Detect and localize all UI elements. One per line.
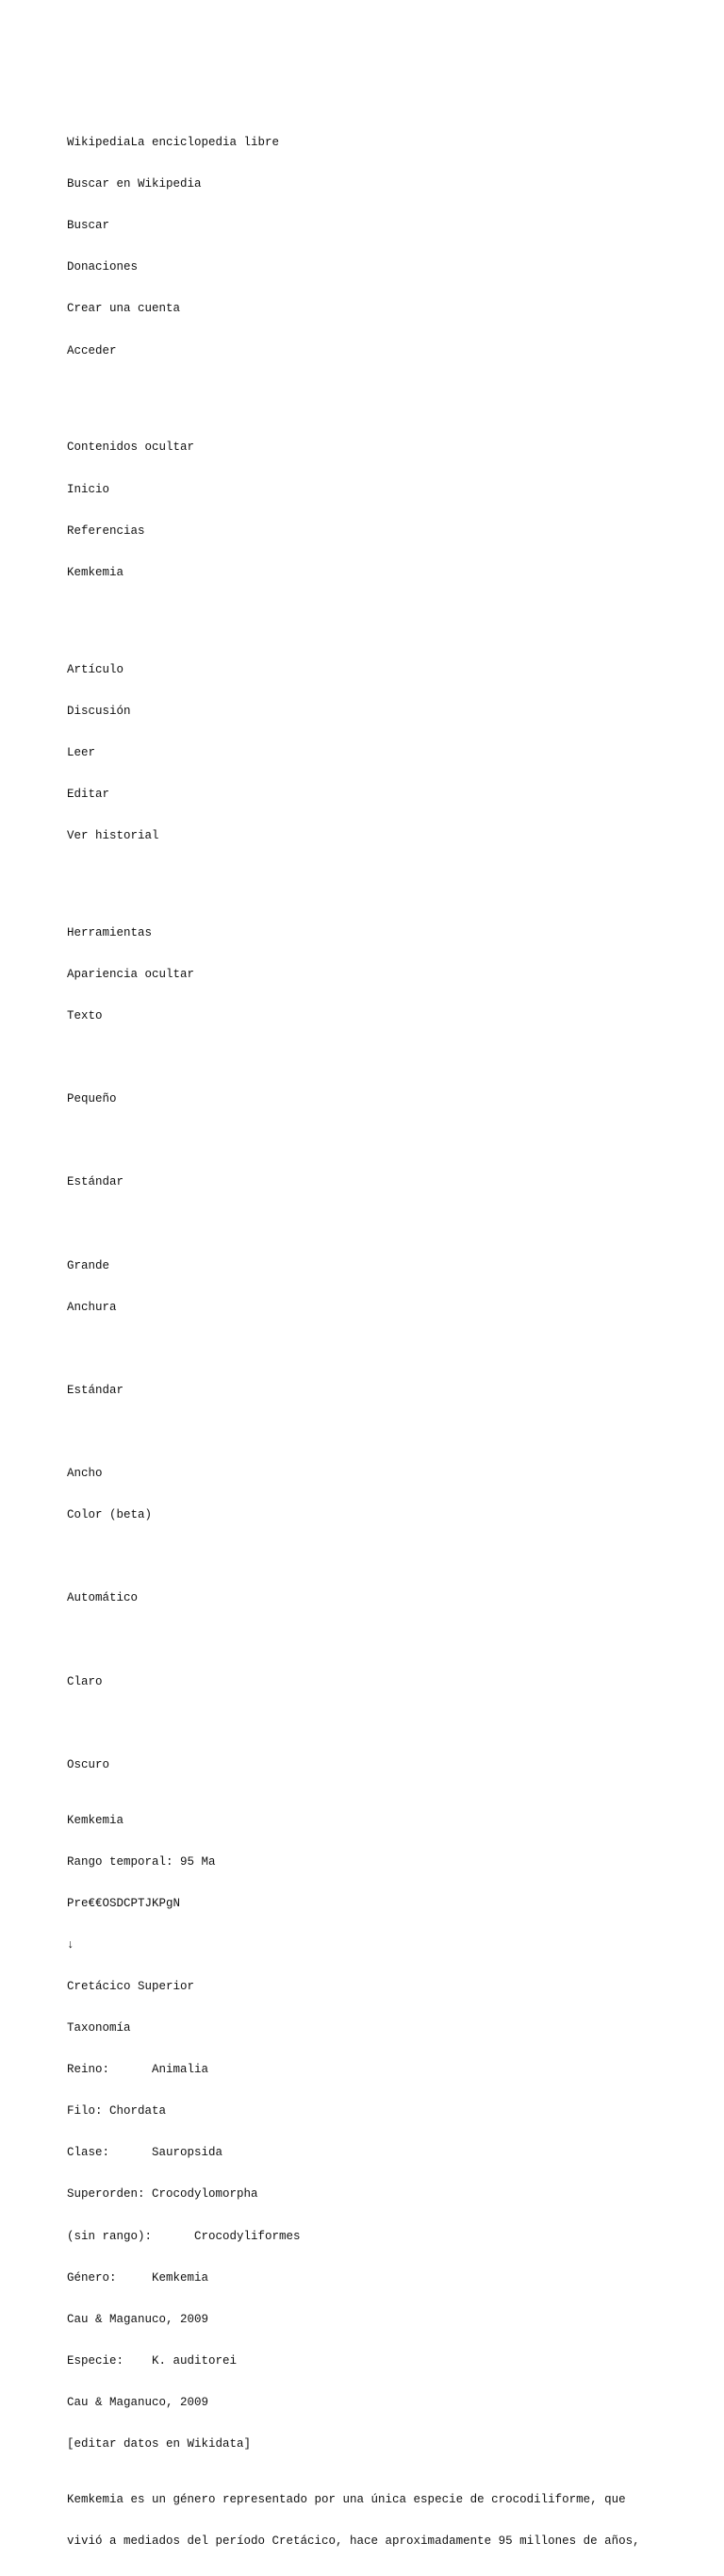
spacer <box>67 607 717 622</box>
tools-menu[interactable]: Herramientas <box>67 925 153 939</box>
donate-link[interactable]: Donaciones <box>67 260 139 274</box>
phylum-value[interactable]: Chordata <box>109 2104 167 2119</box>
width-wide-option[interactable]: Ancho <box>67 1467 103 1481</box>
unranked-value[interactable]: Crocodyliformes <box>194 2229 301 2243</box>
color-light-option[interactable]: Claro <box>67 1674 103 1688</box>
login-link[interactable]: Acceder <box>67 343 117 357</box>
tab-read[interactable]: Leer <box>67 745 96 759</box>
color-auto-option[interactable]: Automático <box>67 1591 139 1605</box>
infobox-row-class <box>67 2146 717 2160</box>
infobox-row-species <box>67 2354 717 2368</box>
toc-hide-button[interactable]: ocultar <box>144 440 195 455</box>
search-input[interactable]: Buscar en Wikipedia <box>67 177 202 191</box>
article-page <box>67 94 717 2576</box>
text-size-label: Texto <box>67 1009 103 1023</box>
create-account-link[interactable]: Crear una cuenta <box>67 302 181 316</box>
species-label[interactable]: Especie: <box>67 2353 124 2368</box>
species-authority: Cau & Maganuco, 2009 <box>67 2395 209 2409</box>
article-intro-line-2: vivió a mediados del período Cretácico, hace aproximadamente 95 millones de años, <box>67 2534 640 2548</box>
species-value: K. auditorei <box>152 2353 238 2368</box>
infobox-range: Rango temporal: 95 Ma <box>67 1854 216 1869</box>
toc-header <box>67 440 717 455</box>
toc-title: Contenidos <box>67 440 139 455</box>
appearance-header <box>67 968 717 982</box>
wikidata-edit-link[interactable]: [editar datos en Wikidata] <box>67 2436 252 2451</box>
logo-wordmark[interactable]: Wikipedia <box>67 136 131 150</box>
logo-tagline: La enciclopedia libre <box>130 136 280 150</box>
genus-authority: Cau & Maganuco, 2009 <box>67 2312 209 2326</box>
infobox-row-phylum <box>67 2104 717 2119</box>
tab-edit[interactable]: Editar <box>67 787 110 801</box>
tab-article[interactable]: Artículo <box>67 662 124 676</box>
tab-talk[interactable]: Discusión <box>67 704 131 718</box>
superorder-value[interactable]: Crocodylomorpha <box>152 2187 258 2202</box>
infobox-row-genus <box>67 2271 717 2285</box>
text-size-standard-option[interactable]: Estándar <box>67 1175 124 1189</box>
tab-history[interactable]: Ver historial <box>67 829 159 843</box>
toc-item-inicio[interactable]: Inicio <box>67 482 110 496</box>
genus-label[interactable]: Género: <box>67 2270 117 2285</box>
down-arrow-icon: ↓ <box>67 1937 74 1952</box>
search-button[interactable]: Buscar <box>67 219 110 233</box>
text-size-large-option[interactable]: Grande <box>67 1258 110 1272</box>
class-value[interactable]: Sauropsida <box>152 2146 223 2160</box>
infobox-taxonomy-header[interactable]: Taxonomía <box>67 2021 131 2036</box>
article-intro-line-1: Kemkemia es un género representado por una única especie de crocodiliforme, que <box>67 2492 626 2506</box>
spacer <box>67 1550 717 1564</box>
spacer <box>67 1218 717 1232</box>
infobox-range-period[interactable]: Cretácico Superior <box>67 1979 195 1993</box>
unranked-label: (sin rango): <box>67 2229 153 2243</box>
color-label: Color (beta) <box>67 1508 153 1522</box>
text-size-small-option[interactable]: Pequeño <box>67 1092 117 1106</box>
spacer <box>67 1342 717 1356</box>
toc-item-referencias[interactable]: Referencias <box>67 524 145 538</box>
infobox-range-bar[interactable]: Pre€€OSDCPTJKPgN <box>67 1896 181 1910</box>
infobox-row-kingdom <box>67 2063 717 2077</box>
infobox-row-superorder <box>67 2187 717 2202</box>
spacer <box>67 871 717 885</box>
spacer <box>67 1717 717 1731</box>
spacer <box>67 386 717 400</box>
kingdom-label[interactable]: Reino: <box>67 2063 110 2077</box>
site-header-logo[interactable] <box>67 136 717 150</box>
superorder-label[interactable]: Superorden: <box>67 2187 145 2202</box>
page-title: Kemkemia <box>67 565 124 579</box>
infobox-row-unranked <box>67 2230 717 2244</box>
spacer <box>67 1134 717 1148</box>
class-label[interactable]: Clase: <box>67 2146 110 2160</box>
genus-value: Kemkemia <box>152 2270 209 2285</box>
appearance-label: Apariencia <box>67 968 139 981</box>
width-label: Anchura <box>67 1300 117 1314</box>
phylum-label[interactable]: Filo: <box>67 2104 103 2119</box>
appearance-hide-button[interactable]: ocultar <box>144 968 195 981</box>
spacer <box>67 1425 717 1439</box>
color-dark-option[interactable]: Oscuro <box>67 1757 110 1771</box>
width-standard-option[interactable]: Estándar <box>67 1383 124 1397</box>
kingdom-value[interactable]: Animalia <box>152 2063 209 2077</box>
spacer <box>67 1051 717 1065</box>
spacer <box>67 1634 717 1648</box>
infobox-title: Kemkemia <box>67 1813 124 1827</box>
